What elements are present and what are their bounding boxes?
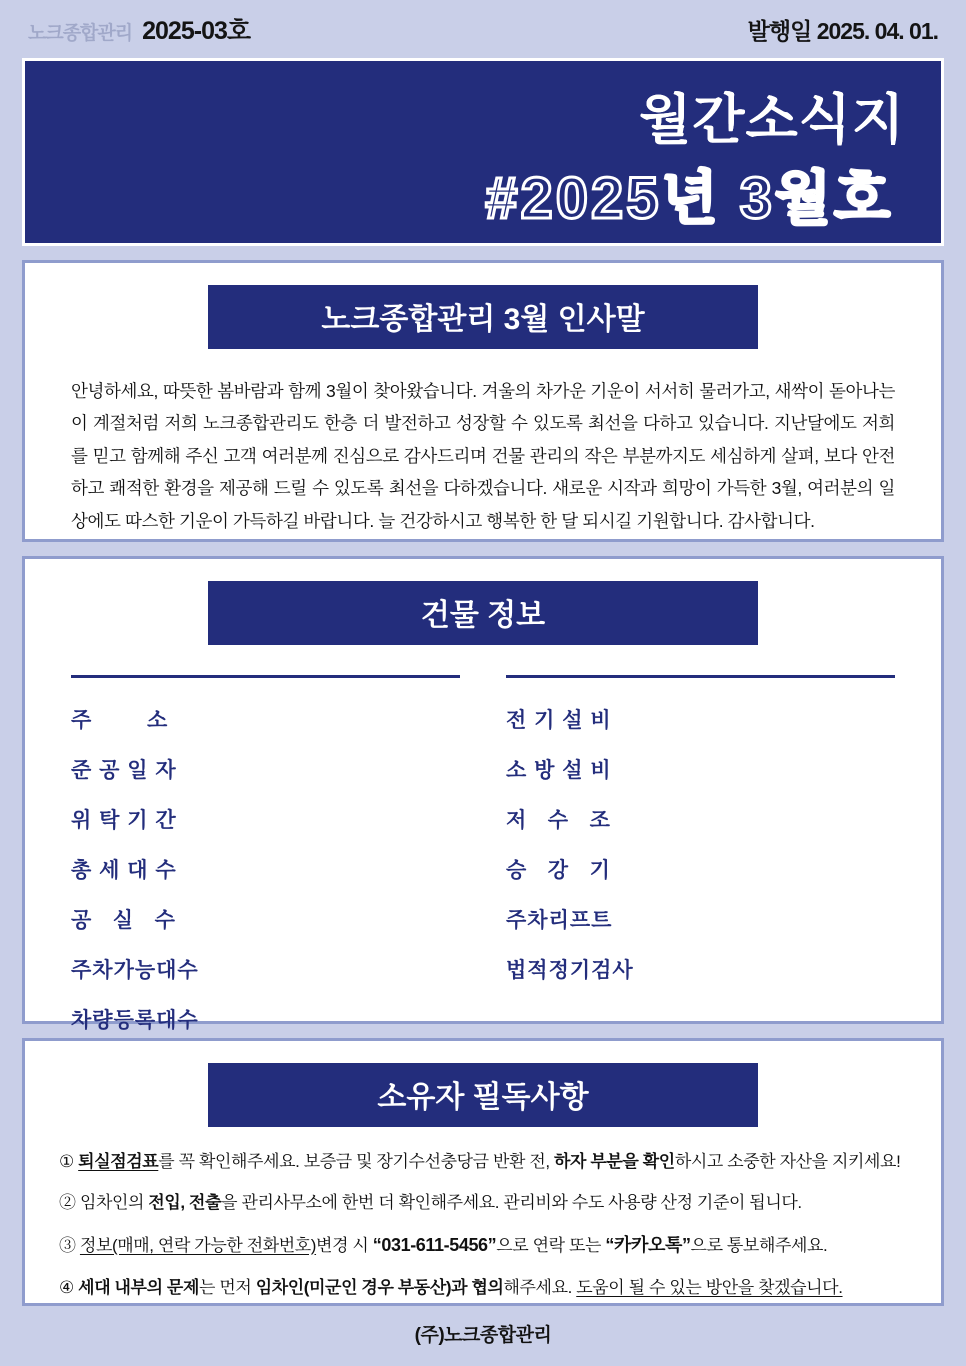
notice-item [59,1190,911,1216]
issue-number: 2025-03호 [142,17,251,45]
notice-item [59,1232,911,1260]
building-info-item: 준 공 일 자 [71,759,177,782]
building-info-item: 법적정기검사 [506,959,634,982]
publish-date: 발행일 2025. 04. 01. [747,17,938,44]
building-info-left-column [71,675,460,1054]
header-left-group [28,11,250,47]
notice-text-part: 변경 시 [316,1235,373,1255]
notice-number: ③ [59,1235,80,1255]
notice-text-part: 해주세요. [503,1277,577,1297]
notice-text-part: 도움이 될 수 있는 방안을 찾겠습니다. [576,1277,843,1297]
notice-text-part: 을 관리사무소에 한번 더 확인해주세요. 관리비와 수도 사용량 산정 기준이 됩니다. [221,1193,802,1213]
building-info-item: 차량등록대수 [71,1009,199,1032]
hero-subtitle: #2025년 3월호 [485,166,893,231]
notice-text-part: 으로 통보해주세요. [690,1235,828,1255]
notice-text-part: “031-611-5456” [372,1234,497,1255]
building-info-item: 승 강 기 [506,859,611,882]
notice-number: ① [59,1152,79,1171]
building-info-right-column [506,675,895,1054]
notice-text-part: 정보(매매, 연락 가능한 전화번호) [79,1235,317,1255]
building-info-item: 주 소 [71,709,169,732]
company-logo: 노크종합관리 [28,23,133,44]
notice-text-part: 전입, 전출 [148,1193,222,1213]
divider-left [71,675,460,678]
notice-number: ② [59,1193,80,1213]
building-info-item: 주차리프트 [506,909,613,932]
building-info-item: 주차가능대수 [71,959,199,982]
notice-text-part: 하자 부분을 확인 [554,1152,675,1171]
notice-text-part: 퇴실점검표 [78,1152,159,1171]
building-info-item: 총 세 대 수 [71,859,177,882]
building-info-heading: 건물 정보 [208,581,758,645]
notice-text-part: 으로 연락 또는 [496,1235,606,1255]
notice-number: ④ [59,1277,79,1297]
building-info-item: 위 탁 기 간 [71,809,177,832]
document-footer: (주)노크종합관리 [414,1324,552,1346]
hero-banner [22,58,944,246]
notice-text-part: 세대 내부의 문제 [78,1277,199,1297]
document-header [22,0,944,58]
owner-notice-list [25,1127,941,1301]
notice-text-part: 는 먼저 [198,1277,256,1297]
hero-title: 월간소식지 [639,90,905,150]
building-info-item: 공 실 수 [71,909,176,932]
building-info-item: 저 수 조 [506,809,611,832]
notice-text-part: 임차인의 [79,1193,149,1213]
owner-notice-section [22,1038,944,1306]
notice-text-part: 임차인(미군인 경우 부동산)과 협의 [255,1277,504,1297]
greeting-section [22,260,944,542]
building-info-item: 소 방 설 비 [506,759,612,782]
building-info-columns [25,645,941,1054]
owner-notice-heading: 소유자 필독사항 [208,1063,758,1127]
greeting-body: 안녕하세요, 따뜻한 봄바람과 함께 3월이 찾아왔습니다. 겨울의 차가운 기운이 서서히 물러가고, 새싹이 돋아나는 이 계절처럼 저희 노크종합관리도 한층 더 발전하고 성장할 수 있도록 최선을 다하고 있습니다. 지난달에도 저희를 믿고 함께해 주신 고객 여러분께 진심으로 감사드리며 건물 관리의 작은 부분까지도 세심하게 살펴, 보다 안전하고 쾌적한 환경을 제공해 드릴 수 있도록 최선을 다하겠습니다. 새로운 시작과 희망이 가득한 3월, 여러분의 일상에도 따스한 기운이 가득하길 바랍니다. 늘 건강하시고 행복한 한 달 되시길 기원합니다. 감사합니다. [71,381,895,531]
notice-item [59,1149,911,1175]
notice-text-part: “카카오톡” [605,1234,691,1255]
building-info-item: 전 기 설 비 [506,709,612,732]
notice-text-part: 하시고 소중한 자산을 지키세요! [674,1152,901,1171]
greeting-heading: 노크종합관리 3월 인사말 [208,285,758,349]
building-info-section [22,556,944,1032]
notice-item [59,1275,911,1301]
notice-text-part: 를 꼭 확인해주세요. 보증금 및 장기수선충당금 반환 전, [158,1152,555,1171]
divider-right [506,675,895,678]
